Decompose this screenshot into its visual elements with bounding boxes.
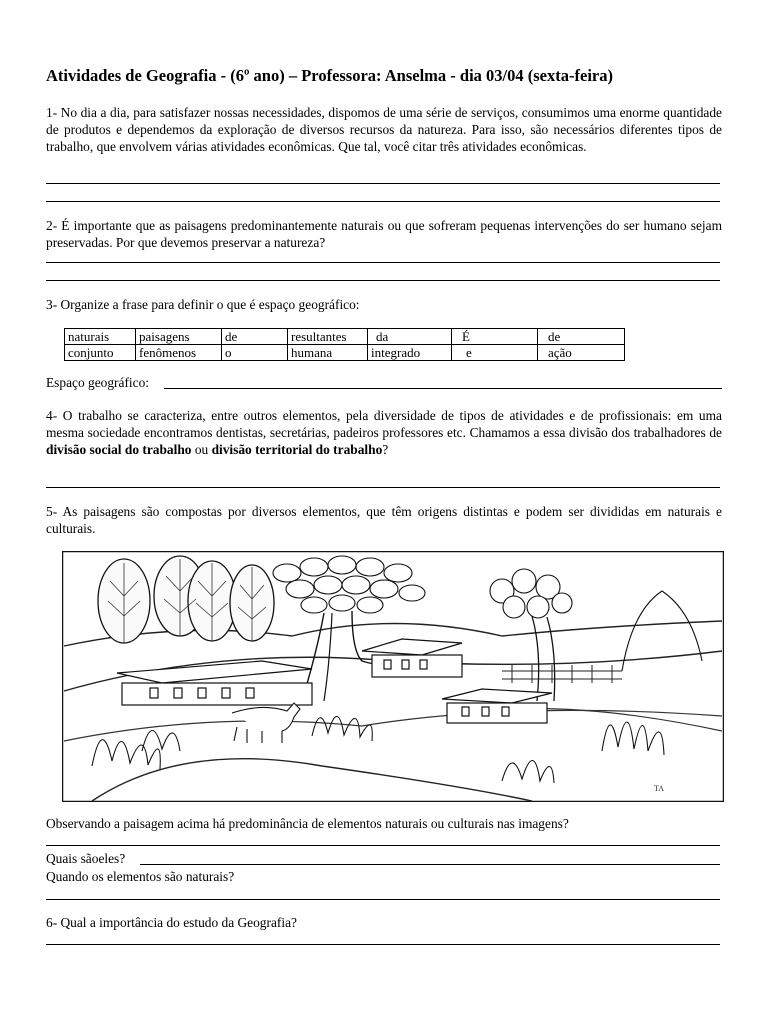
- word-table-row: [65, 345, 625, 361]
- question-5-observe: Observando a paisagem acima há predominância de elementos naturais ou culturais nas imagens?: [46, 816, 569, 831]
- word-cell: da: [368, 329, 452, 345]
- question-4-part: 4- O trabalho se caracteriza, entre outros elementos, pela diversidade de tipos de atividades e de profissionais: em uma mesma sociedade encontramos dentistas, secretárias, padeiros professores etc. Chamamos a essa divisão dos trabalhadores de: [46, 408, 722, 440]
- answer-line[interactable]: [46, 944, 720, 945]
- bold-term: divisão social do trabalho: [46, 442, 192, 457]
- word-cell: o: [222, 345, 288, 361]
- answer-line[interactable]: [46, 845, 720, 846]
- word-table-row: [65, 329, 625, 345]
- answer-line[interactable]: [46, 262, 720, 263]
- answer-line[interactable]: [46, 487, 720, 488]
- word-cell: É: [452, 329, 538, 345]
- landscape-drawing: [62, 551, 724, 802]
- word-cell: naturais: [65, 329, 136, 345]
- word-cell: resultantes: [288, 329, 368, 345]
- question-4-text: [46, 407, 722, 458]
- word-cell: integrado: [368, 345, 452, 361]
- question-1-text: 1- No dia a dia, para satisfazer nossas necessidades, dispomos de uma série de serviços, consumimos uma enorme quantidade de produtos e dependemos da exploração de diversos recursos da natureza. Para isso, são necessários diferentes tipos de trabalho, que envolvem várias atividades econômicas. Que tal, você citar três atividades econômicas.: [46, 105, 722, 154]
- bold-term: divisão territorial do trabalho: [211, 442, 383, 457]
- word-cell: ação: [538, 345, 625, 361]
- answer-line[interactable]: [46, 183, 720, 184]
- question-3-text: 3- Organize a frase para definir o que é espaço geográfico:: [46, 297, 360, 312]
- landscape-illustration: [62, 551, 724, 802]
- answer-line[interactable]: [46, 201, 720, 202]
- word-cell: conjunto: [65, 345, 136, 361]
- artist-signature: TA: [654, 784, 665, 793]
- answer-label: Espaço geográfico:: [46, 375, 149, 390]
- question-6-text: 6- Qual a importância do estudo da Geografia?: [46, 915, 297, 930]
- question-2-text: 2- É importante que as paisagens predominantemente naturais ou que sofreram pequenas intervenções do ser humano sejam preservadas. Por que devemos preservar a natureza?: [46, 218, 722, 250]
- word-cell: de: [222, 329, 288, 345]
- word-cell: humana: [288, 345, 368, 361]
- word-cell: fenômenos: [136, 345, 222, 361]
- word-cell: paisagens: [136, 329, 222, 345]
- word-cell: de: [538, 329, 625, 345]
- word-cell: e: [452, 345, 538, 361]
- answer-line[interactable]: [46, 280, 720, 281]
- answer-line[interactable]: [46, 899, 720, 900]
- word-table: [64, 328, 625, 361]
- quais-label: Quais sãoeles?: [46, 851, 126, 866]
- answer-line[interactable]: [140, 864, 720, 865]
- question-4-part: ou: [191, 442, 212, 457]
- question-5-text: 5- As paisagens são compostas por diversos elementos, que têm origens distintas e podem ser divididas em naturais e culturais.: [46, 504, 722, 536]
- question-4-part: ?: [382, 442, 389, 457]
- page-title: Atividades de Geografia - (6º ano) – Professora: Anselma - dia 03/04 (sexta-feira): [46, 66, 613, 85]
- quando-label: Quando os elementos são naturais?: [46, 869, 235, 884]
- answer-line[interactable]: [164, 388, 722, 389]
